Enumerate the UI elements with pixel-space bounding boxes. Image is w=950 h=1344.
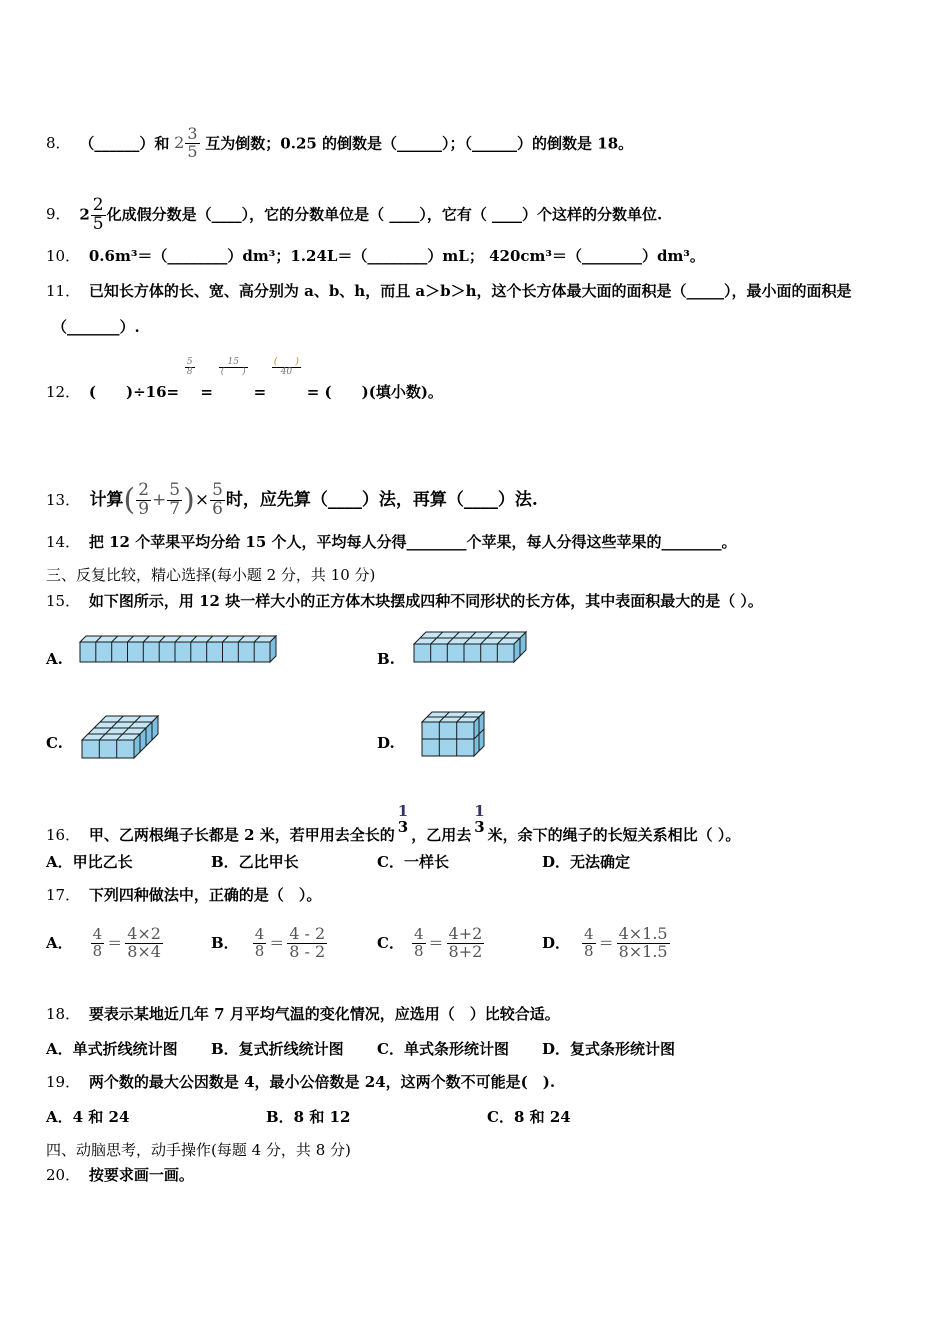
question-9 <box>46 197 662 234</box>
mixed-fraction: $\frac{2}{5}$ <box>92 195 104 234</box>
fraction-5-8: $\frac{5}{8}$ <box>186 357 193 378</box>
cube-figure-a <box>78 634 280 664</box>
fraction-one-third: 1 3 <box>397 802 409 836</box>
question-text: 如下图所示，用 12 块一样大小的正方体木块摆成四种不同形状的长方体，其中表面积最大的是（ ）。 <box>88 592 763 610</box>
question-number: 8． <box>46 134 71 153</box>
q18-option-c: C．单式条形统计图 <box>377 1040 509 1058</box>
question-number: 11． <box>46 282 81 300</box>
q17-option-b: B． $\frac{4}{8}$ ＝ $\frac{4 - 2}{8 - 2}$ <box>211 923 326 961</box>
question-text: 已知长方体的长、宽、高分别为 a、b、h，而且 a＞b＞h，这个长方体最大面的面积是（_____），最小面的面积是 <box>88 282 852 300</box>
q19-option-c: C．8 和 24 <box>487 1108 571 1126</box>
q18-option-d: D．复式条形统计图 <box>542 1040 676 1058</box>
question-number: 14． <box>46 533 81 551</box>
fraction-15-blank: $\frac{15}{( )}$ <box>220 357 246 378</box>
question-text: ( )÷16= <box>88 383 180 401</box>
question-12: 12． ( )÷16= $\frac{5}{8}$ = $\frac{15}{( )}$ = $\frac{( )}{40}$ = ( )(填小数)。 <box>46 357 443 401</box>
question-text: （______）和 <box>79 134 170 153</box>
question-text: 化成假分数是（____），它的分数单位是（ ____），它有（ ____）个这样的分数单位. <box>106 205 663 224</box>
question-number: 18． <box>46 1005 81 1023</box>
option-a-label: A. <box>46 650 63 668</box>
cube-figure-d <box>420 710 488 758</box>
question-17 <box>46 885 321 905</box>
question-number: 15． <box>46 592 81 610</box>
cube-figure-b <box>412 630 528 666</box>
q16-option-a: A．甲比乙长 <box>46 853 133 871</box>
question-19 <box>46 1072 555 1092</box>
q17-option-a: A． $\frac{4}{8}$ ＝ $\frac{4\times 2}{8\times 4}$ <box>46 923 161 961</box>
question-18 <box>46 1004 560 1024</box>
section-3-heading: 三、反复比较，精心选择(每小题 2 分，共 10 分) <box>46 566 376 584</box>
question-13: 13． 计算( $\frac{2}{9}$ + $\frac{5}{7}$ )× $\frac{5}{6}$ 时，应先算（____）法，再算（____）法. <box>46 480 538 519</box>
question-11-line2: （_______）. <box>52 318 140 336</box>
q19-option-b: B．8 和 12 <box>266 1108 351 1126</box>
question-text: 0.6m³＝（________）dm³；1.24L＝（________）mL； 420cm³＝（________）dm³。 <box>88 247 705 265</box>
q17-option-d: D． $\frac{4}{8}$ ＝ $\frac{4\times 1.5}{8\times 1.5}$ <box>542 923 668 961</box>
q18-option-b: B．复式折线统计图 <box>211 1040 344 1058</box>
question-number: 13． <box>46 490 81 509</box>
question-number: 10． <box>46 247 81 265</box>
cube-figure-c <box>80 714 162 760</box>
question-text: 把 12 个苹果平均分给 15 个人，平均每人分得________个苹果，每人分得这些苹果的________。 <box>88 533 737 551</box>
question-8 <box>46 126 633 161</box>
q16-option-c: C．一样长 <box>377 853 449 871</box>
question-text: 两个数的最大公因数是 4，最小公倍数是 24，这两个数不可能是( ). <box>88 1073 556 1091</box>
question-number: 20． <box>46 1166 81 1184</box>
mixed-whole: 2 <box>79 205 90 224</box>
question-number: 19． <box>46 1073 81 1091</box>
q18-option-a: A．单式折线统计图 <box>46 1040 178 1058</box>
mixed-number: 2 $\frac{3}{5}$ <box>174 124 198 161</box>
fraction-one-third-meter: 1 3 <box>474 802 485 836</box>
question-text-continued: 互为倒数；0.25 的倒数是（______）；（______）的倒数是 18。 <box>205 134 634 153</box>
q19-option-a: A．4 和 24 <box>46 1108 130 1126</box>
question-number: 12． <box>46 383 81 401</box>
fraction-blank-40: $\frac{( )}{40}$ <box>273 357 299 378</box>
question-20 <box>46 1165 194 1185</box>
question-text: 下列四种做法中，正确的是（ ）。 <box>88 886 322 904</box>
question-11 <box>46 281 852 301</box>
q16-option-b: B．乙比甲长 <box>211 853 299 871</box>
section-4-heading: 四、动脑思考，动手操作(每题 4 分，共 8 分) <box>46 1141 351 1159</box>
q16-option-d: D．无法确定 <box>542 853 631 871</box>
question-14 <box>46 532 737 552</box>
question-number: 16． <box>46 825 81 844</box>
question-10 <box>46 246 705 266</box>
question-text: 按要求画一画。 <box>88 1166 194 1184</box>
question-number: 17． <box>46 886 81 904</box>
question-15 <box>46 591 763 611</box>
option-b-label: B. <box>377 650 395 668</box>
question-16: 16． 甲、乙两根绳子长都是 2 米，若甲用去全长的 1 3 ，乙用去 1 3 米，余下的绳子的长短关系相比（ ）。 <box>46 802 741 844</box>
question-text: 要表示某地近几年 7 月平均气温的变化情况，应选用（ ）比较合适。 <box>88 1005 560 1023</box>
question-number: 9． <box>46 205 71 224</box>
option-d-label: D. <box>377 734 395 752</box>
q17-option-c: C． $\frac{4}{8}$ ＝ $\frac{4+2}{8+2}$ <box>377 923 483 961</box>
option-c-label: C. <box>46 734 63 752</box>
